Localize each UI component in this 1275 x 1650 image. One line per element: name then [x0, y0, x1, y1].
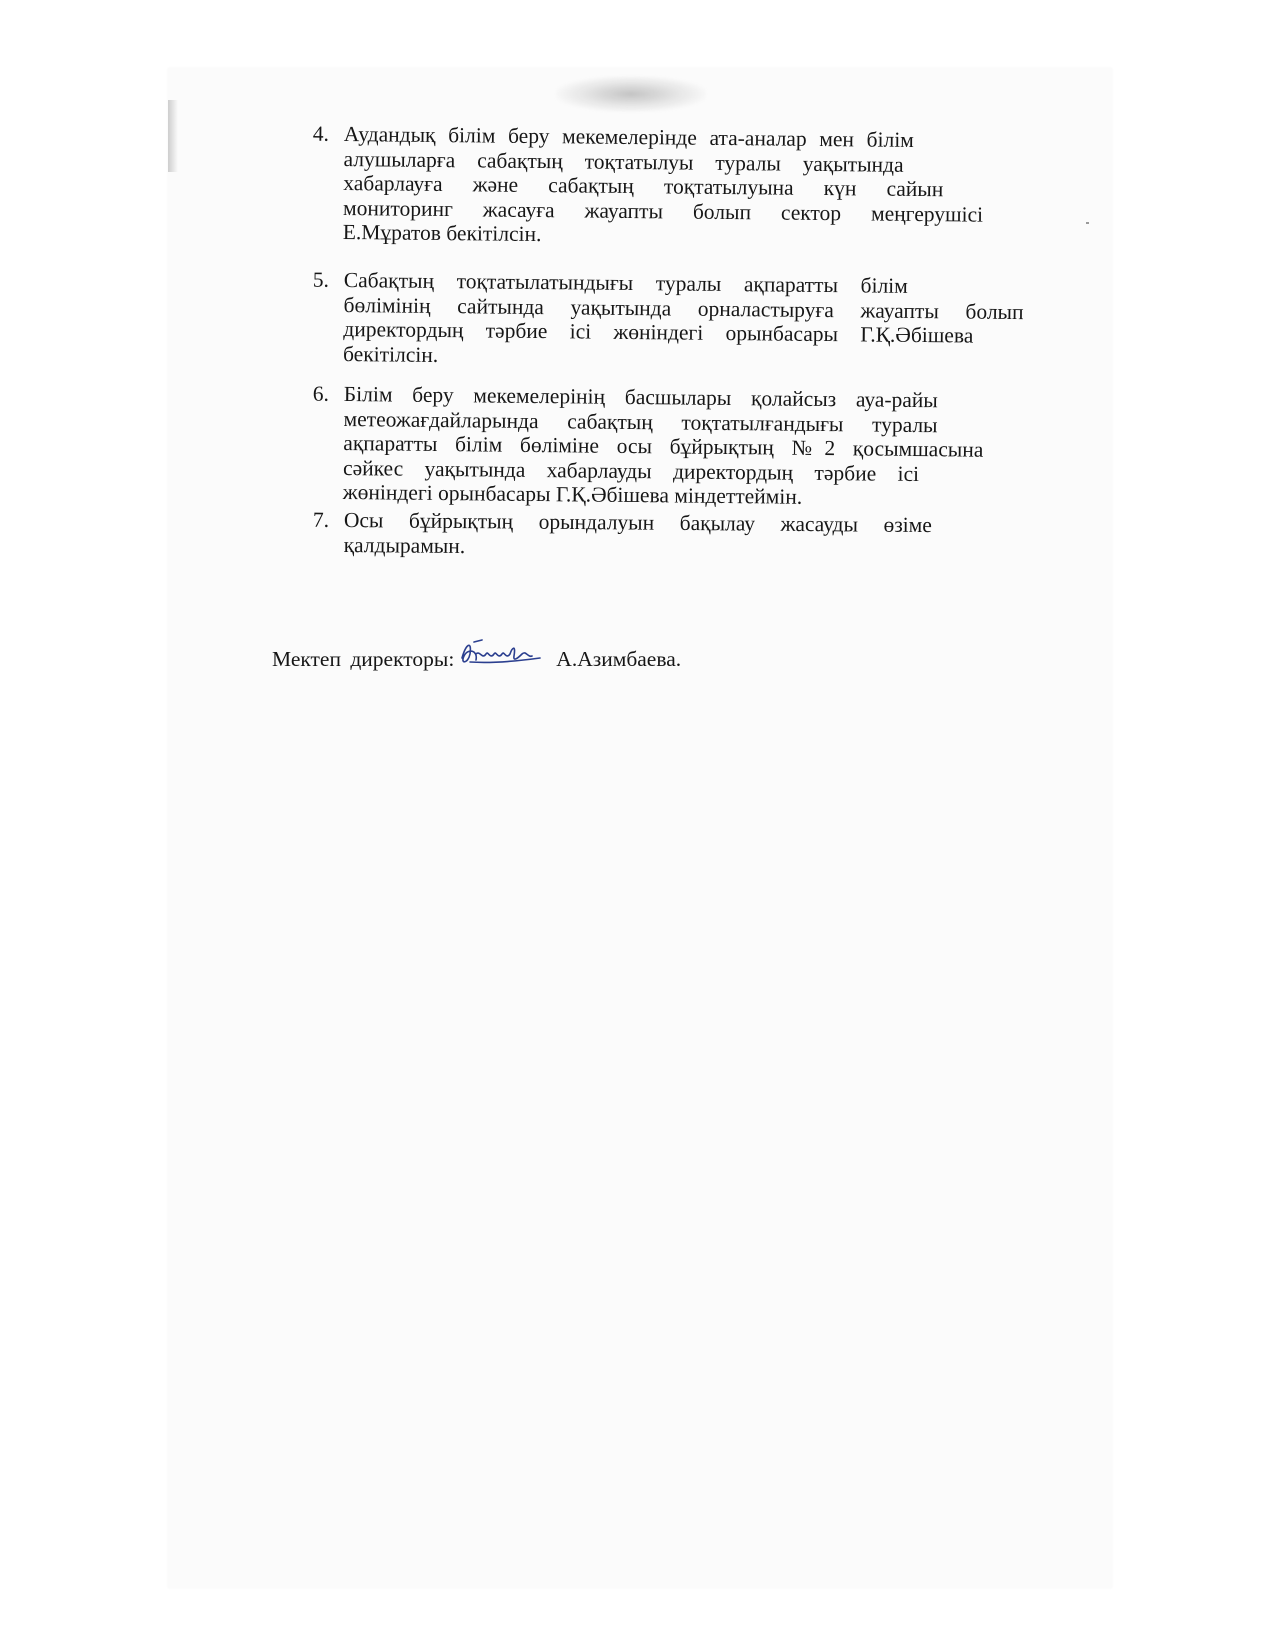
list-item-line: директордың тәрбие ісі жөніндегі орынбасары Г.Қ.Әбішева	[343, 316, 974, 348]
list-item-number: 6.	[312, 381, 330, 406]
list-item-line: мониторинг жасауға жауапты болып сектор меңгерушісі	[342, 195, 984, 227]
signature-label: Мектеп директоры:	[272, 646, 455, 671]
list-item-line: сәйкес уақытында хабарлауды директордың тәрбие ісі	[342, 455, 920, 486]
list-item-line: алушыларға сабақтың тоқтатылуы туралы уақытында	[343, 146, 904, 177]
list-item-6	[312, 381, 984, 511]
list-item-line: жөніндегі орынбасары Г.Қ.Әбішева міндеттеймін.	[342, 479, 803, 509]
signature-block	[272, 642, 681, 676]
list-item-line: бөлімінің сайтында уақытында орналастыруға жауапты болып	[343, 292, 1024, 324]
list-item-number: 7.	[312, 507, 330, 532]
list-item-line: Осы бұйрықтың орындалуын бақылау жасауды өзіме	[343, 508, 932, 538]
scan-edge-shadow	[168, 100, 178, 172]
list-item-line: қалдырамын.	[343, 532, 466, 558]
list-item-5	[312, 267, 1024, 373]
list-item-line: Аудандық білім беру мекемелерінде ата-аналар мен білім	[343, 122, 914, 152]
list-item-7	[312, 507, 932, 562]
list-item-line: бекітілсін.	[342, 341, 439, 367]
scan-smudge	[556, 76, 706, 112]
list-item-line: Білім беру мекемелерінің басшылары қолайсыз ауа-райы	[343, 382, 938, 413]
list-item-number: 4.	[312, 121, 330, 146]
signer-name: А.Азимбаева.	[556, 646, 682, 671]
list-item-line: метеожағдайларында сабақтың тоқтатылғандығы туралы	[343, 406, 938, 437]
list-item-4	[312, 121, 984, 251]
list-item-line: Сабақтың тоқтатылатындығы туралы ақпаратты білім	[343, 268, 908, 298]
list-item-number: 5.	[312, 267, 330, 292]
handwritten-signature	[456, 636, 546, 670]
list-item-line: Е.Мұратов бекітілсін.	[342, 219, 542, 247]
list-item-line: ақпаратты білім бөліміне осы бұйрықтың №2 қосымшасына	[343, 430, 984, 462]
list-item-line: хабарлауға және сабақтың тоқтатылуына күн сайын	[343, 170, 944, 202]
scan-speck	[1086, 222, 1089, 224]
